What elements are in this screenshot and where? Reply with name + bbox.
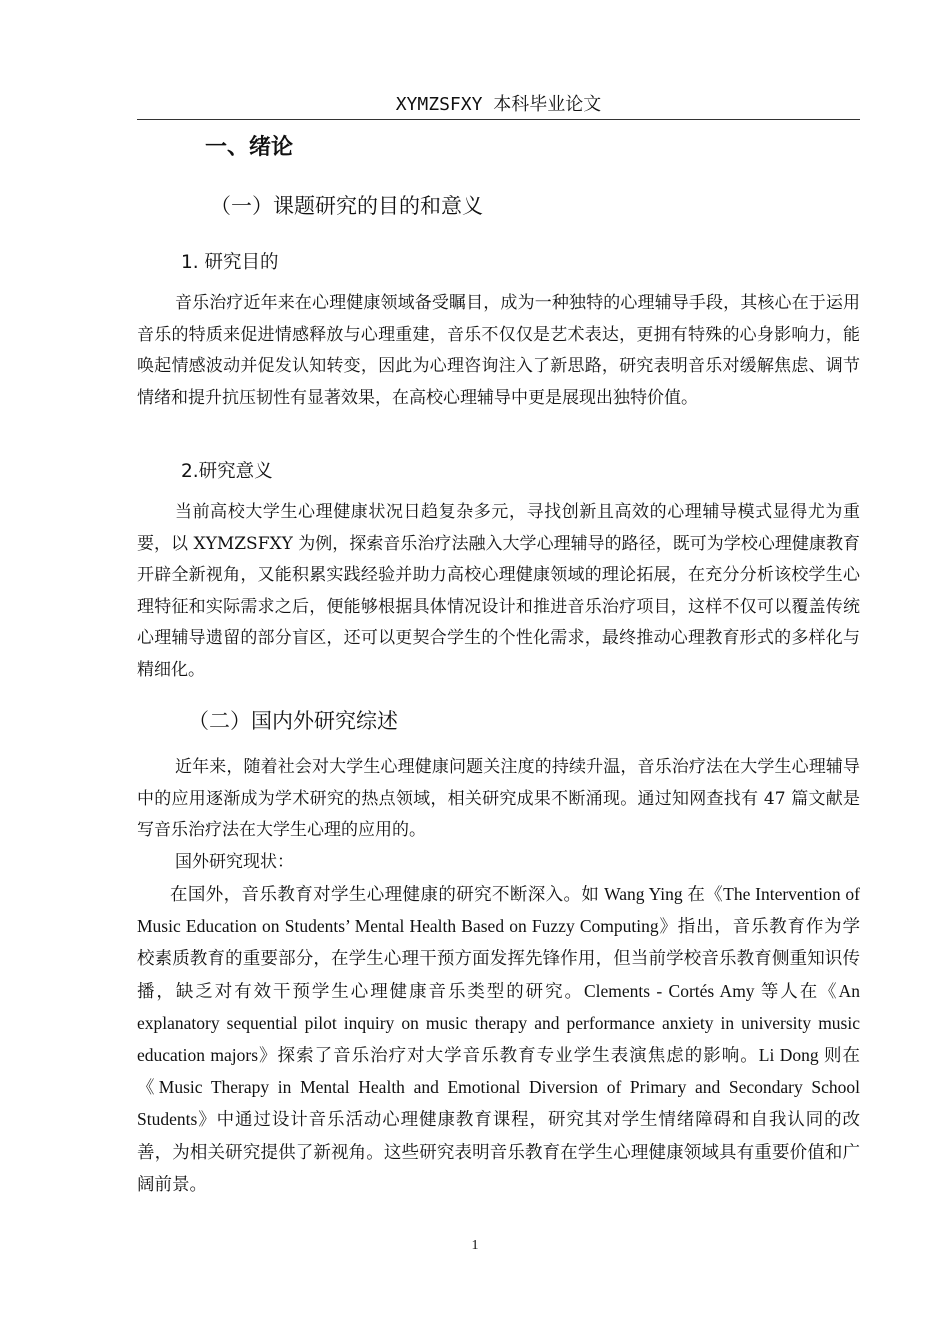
subsection-title-purpose: 1. 研究目的 — [181, 252, 279, 273]
chapter-title: 一、绪论 — [205, 135, 294, 160]
paragraph-significance: 当前高校大学生心理健康状况日趋复杂多元，寻找创新且高效的心理辅导模式显得尤为重要，以 XYMZSFXY 为例，探索音乐治疗法融入大学心理辅导的路径，既可为学校心理健康教育开辟全新视角，又能积累实践经验并助力高校心理健康领域的理论拓展，在充分分析该校学生心理特征和实际需求之后，便能够根据具体情况设计和推进音乐治疗项目，这样不仅可以覆盖传统心理辅导遗留的部分盲区，还可以更契合学生的个性化需求，最终推动心理教育形式的多样化与精细化。 — [137, 502, 860, 680]
paragraph-purpose: 音乐治疗近年来在心理健康领域备受瞩目，成为一种独特的心理辅导手段，其核心在于运用音乐的特质来促进情感释放与心理重建，音乐不仅仅是艺术表达，更拥有特殊的心身影响力，能唤起情感波动并促发认知转变，因此为心理咨询注入了新思路，研究表明音乐对缓解焦虑、调节情绪和提升抗压韧性有显著效果，在高校心理辅导中更是展现出独特价值。 — [137, 293, 860, 408]
subsection-title-significance: 2.研究意义 — [181, 461, 273, 482]
paragraph-review-intro: 近年来，随着社会对大学生心理健康问题关注度的持续升温，音乐治疗法在大学生心理辅导中的应用逐渐成为学术研究的热点领域，相关研究成果不断涌现。通过知网查找有 47 篇文献是写音乐治疗法在大学生心理的应用的。 — [137, 757, 860, 840]
page-number: 1 — [471, 1238, 479, 1253]
section-title-purpose: （一）课题研究的目的和意义 — [210, 194, 483, 218]
section-title-review: （二）国内外研究综述 — [188, 709, 398, 733]
page-header — [137, 92, 860, 120]
paragraph-foreign-research: 在国外，音乐教育对学生心理健康的研究不断深入。如 Wang Ying 在《The Intervention of Music Education on Students’ Mental Health Based on Fuzzy Computing》指出，音乐教育作为学校素质教育的重要部分，在学生心理干预方面发挥先锋作用，但当前学校音乐教育侧重知识传播，缺乏对有效干预学生心理健康音乐类型的研究。Clements - Cortés Amy 等人在《An explanatory sequential pilot inquiry on music therapy and performance anxiety in university music education majors》探索了音乐治疗对大学音乐教育专业学生表演焦虑的影响。Li Dong 则在《Music Therapy in Mental Health and Emotional Diversion of Primary and Secondary School Students》中通过设计音乐活动心理健康教育课程，研究其对学生情绪障碍和自我认同的改善，为相关研究提供了新视角。这些研究表明音乐教育在学生心理健康领域具有重要价值和广阔前景。 — [137, 884, 860, 1194]
header-title: XYMZSFXY 本科毕业论文 — [395, 94, 602, 115]
foreign-research-label: 国外研究现状： — [175, 852, 294, 872]
